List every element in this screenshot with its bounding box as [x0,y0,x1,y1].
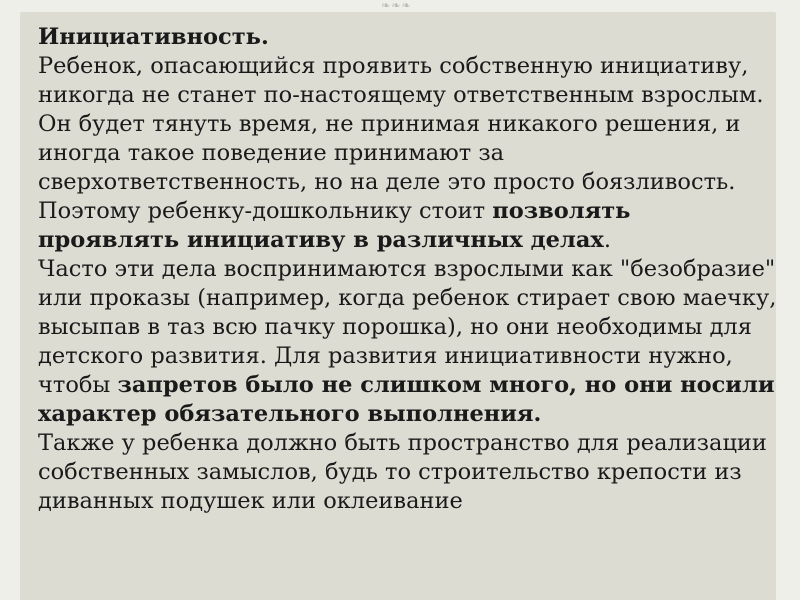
paragraph-2 [38,255,778,429]
title-line [38,23,778,52]
slide-text [38,23,778,516]
paragraph-1-bold: позволять проявлять инициативу в различных делах [38,198,631,253]
paragraph-1 [38,52,778,255]
paragraph-3-text: Также у ребенка должно быть пространство для реализации собственных замыслов, будь то строительство крепости из диванных подушек или оклеивание [38,430,767,514]
paragraph-2-text: Часто эти дела воспринимаются взрослыми как "безобразие" или проказы (например, когда ребенок стирает свою маечку, высыпав в таз всю пачку порошка), но они необходимы для детского развития. Для развития инициативности нужно, чтобы [38,256,777,398]
paragraph-1-text: Ребенок, опасающийся проявить собственную инициативу, никогда не станет по-настоящему ответственным взрослым. Он будет тянуть время, не принимая никакого решения, и иногда такое поведение принимают за сверхответственность, но на деле это просто боязливость. Поэтому ребенку-дошкольнику стоит [38,53,764,224]
slide-title: Инициативность. [38,24,269,50]
paragraph-3 [38,429,778,516]
ornament-decoration: ❧❧❧ [381,0,412,12]
paragraph-2-bold: запретов было не слишком много, но они носили характер обязательного выполнения. [38,372,775,427]
paragraph-1-end: . [603,227,611,253]
